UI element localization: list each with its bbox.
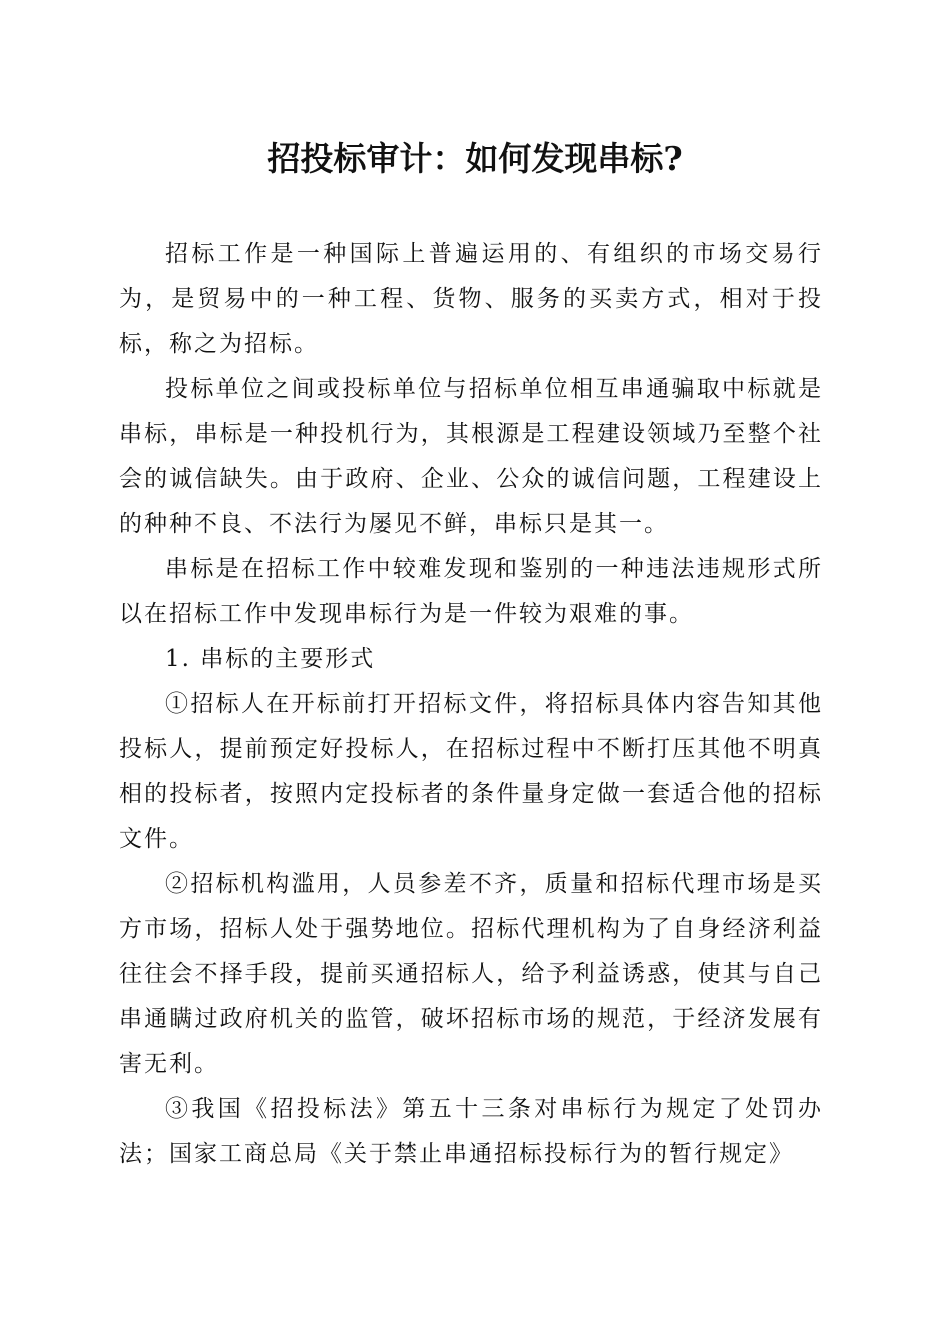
paragraph: ③我国《招投标法》第五十三条对串标行为规定了处罚办法；国家工商总局《关于禁止串通招标投标行为的暂行规定》 [119, 1096, 823, 1167]
paragraph: 招标工作是一种国际上普遍运用的、有组织的市场交易行为，是贸易中的一种工程、货物、服务的买卖方式，相对于投标，称之为招标。 [119, 241, 823, 357]
paragraph: 投标单位之间或投标单位与招标单位相互串通骗取中标就是串标，串标是一种投机行为，其根源是工程建设领域乃至整个社会的诚信缺失。由于政府、企业、公众的诚信问题，工程建设上的种种不良、不法行为屡见不鲜，串标只是其一。 [119, 376, 823, 537]
section-heading: 1. 串标的主要形式 [165, 646, 376, 672]
paragraph: ②招标机构滥用，人员参差不齐，质量和招标代理市场是买方市场，招标人处于强势地位。招标代理机构为了自身经济利益往往会不择手段，提前买通招标人，给予利益诱惑，使其与自己串通瞒过政府机关的监管，破坏招标市场的规范，于经济发展有害无利。 [119, 871, 823, 1077]
paragraph: 串标是在招标工作中较难发现和鉴别的一种违法违规形式所以在招标工作中发现串标行为是一件较为艰难的事。 [119, 556, 823, 627]
document-title: 招投标审计：如何发现串标? [267, 139, 683, 178]
paragraph: ①招标人在开标前打开招标文件，将招标具体内容告知其他投标人，提前预定好投标人，在招标过程中不断打压其他不明真相的投标者，按照内定投标者的条件量身定做一套适合他的招标文件。 [119, 691, 823, 852]
document-body [119, 232, 823, 1177]
